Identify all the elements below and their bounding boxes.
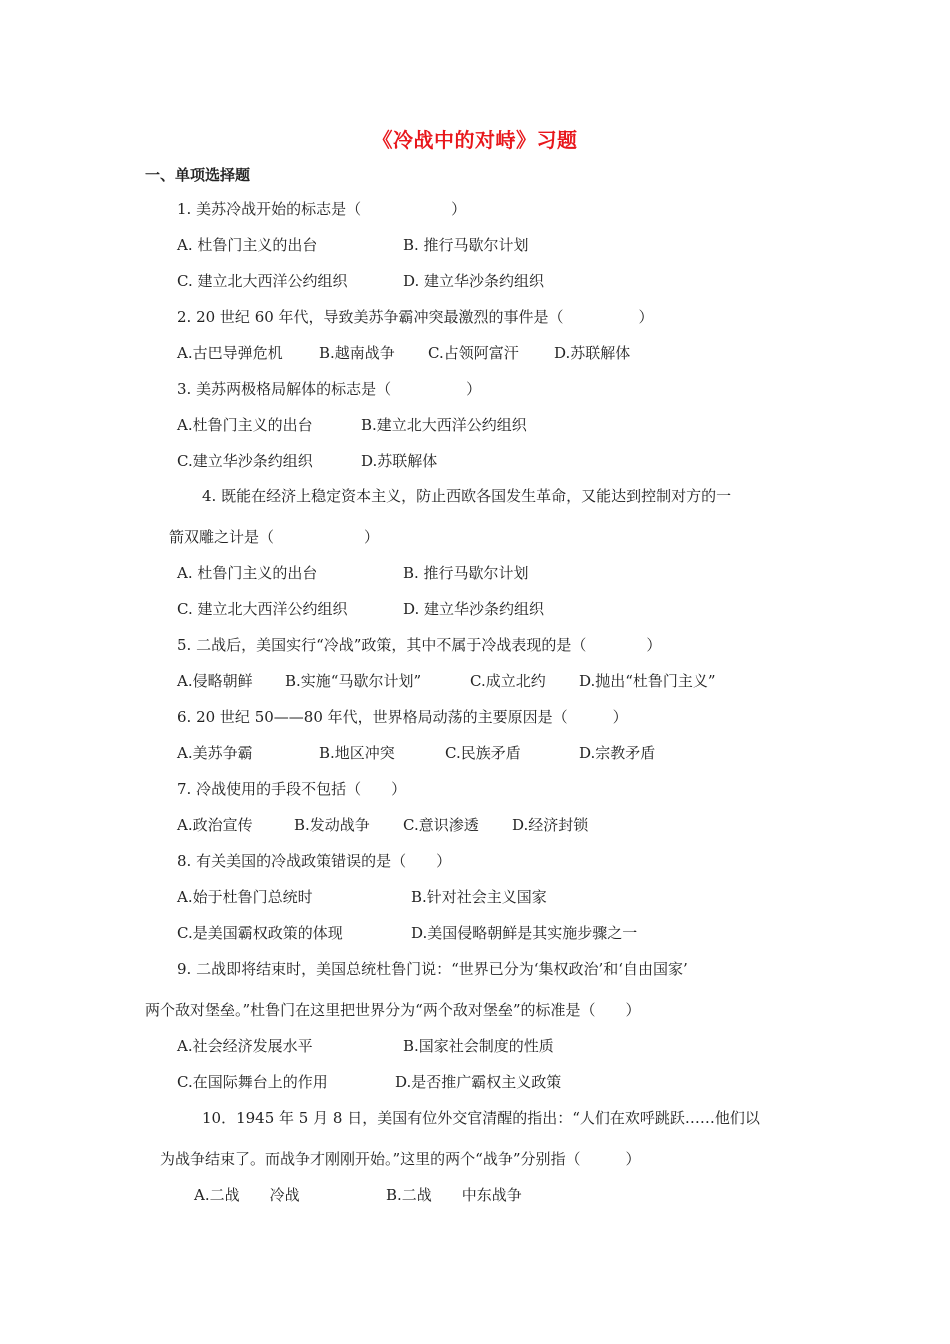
question-4-option-d: D. 建立华沙条约组织 [403, 600, 545, 618]
question-6-option-b: B.地区冲突 [319, 744, 395, 762]
question-2-option-b: B.越南战争 [319, 344, 395, 362]
question-3-option-d: D.苏联解体 [361, 452, 438, 470]
question-6-option-d: D.宗教矛盾 [579, 744, 656, 762]
question-1-option-b: B. 推行马歇尔计划 [403, 236, 529, 254]
question-7-option-a: A.政治宣传 [177, 816, 253, 834]
question-9-option-b: B.国家社会制度的性质 [403, 1037, 554, 1055]
question-9-stem-line-1: 9. 二战即将结束时，美国总统杜鲁门说：“世界已分为‘集权政治’和‘自由国家’ [177, 960, 688, 978]
question-10-option-a: A.二战 冷战 [194, 1186, 300, 1204]
question-1-stem: 1. 美苏冷战开始的标志是（ ） [177, 200, 467, 218]
question-4-option-c: C. 建立北大西洋公约组织 [177, 600, 348, 618]
question-5-option-b: B.实施“马歇尔计划” [285, 672, 422, 690]
question-3-option-a: A.杜鲁门主义的出台 [177, 416, 313, 434]
question-7-option-b: B.发动战争 [294, 816, 370, 834]
question-6-option-c: C.民族矛盾 [445, 744, 521, 762]
question-5-option-a: A.侵略朝鲜 [177, 672, 253, 690]
question-8-stem: 8. 有关美国的冷战政策错误的是（ ） [177, 852, 452, 870]
question-10-stem-line-2: 为战争结束了。而战争才刚刚开始。”这里的两个“战争”分别指（ ） [160, 1150, 641, 1168]
question-8-option-d: D.美国侵略朝鲜是其实施步骤之一 [411, 924, 638, 942]
question-3-stem: 3. 美苏两极格局解体的标志是（ ） [177, 380, 482, 398]
question-4-stem-line-1: 4. 既能在经济上稳定资本主义，防止西欧各国发生革命，又能达到控制对方的一 [202, 487, 732, 505]
question-2-option-c: C.占领阿富汗 [428, 344, 519, 362]
question-2-option-d: D.苏联解体 [554, 344, 631, 362]
question-5-option-c: C.成立北约 [470, 672, 546, 690]
question-9-option-c: C.在国际舞台上的作用 [177, 1073, 328, 1091]
question-4-stem-line-2: 箭双雕之计是（ ） [169, 528, 380, 546]
question-4-option-b: B. 推行马歇尔计划 [403, 564, 529, 582]
question-4-option-a: A. 杜鲁门主义的出台 [177, 564, 318, 582]
question-7-option-c: C.意识渗透 [403, 816, 479, 834]
question-10-stem-line-1: 10．1945 年 5 月 8 日，美国有位外交官清醒的指出：“人们在欢呼跳跃……他们以 [202, 1109, 760, 1127]
question-9-option-d: D.是否推广霸权主义政策 [395, 1073, 562, 1091]
question-7-stem: 7. 冷战使用的手段不包括（ ） [177, 780, 407, 798]
question-8-option-a: A.始于杜鲁门总统时 [177, 888, 313, 906]
question-6-option-a: A.美苏争霸 [177, 744, 253, 762]
question-3-option-c: C.建立华沙条约组织 [177, 452, 313, 470]
question-7-option-d: D.经济封锁 [512, 816, 589, 834]
question-2-stem: 2. 20 世纪 60 年代，导致美苏争霸冲突最激烈的事件是（ ） [177, 308, 654, 326]
page-title: 《冷战中的对峙》习题 [372, 128, 578, 152]
question-6-stem: 6. 20 世纪 50——80 年代，世界格局动荡的主要原因是（ ） [177, 708, 628, 726]
section-heading: 一、单项选择题 [145, 166, 251, 184]
question-10-option-b: B.二战 中东战争 [386, 1186, 522, 1204]
question-2-option-a: A.古巴导弹危机 [177, 344, 283, 362]
question-1-option-c: C. 建立北大西洋公约组织 [177, 272, 348, 290]
question-1-option-a: A. 杜鲁门主义的出台 [177, 236, 318, 254]
question-3-option-b: B.建立北大西洋公约组织 [361, 416, 527, 434]
question-5-option-d: D.抛出“杜鲁门主义” [579, 672, 716, 690]
question-9-stem-line-2: 两个敌对堡垒。”杜鲁门在这里把世界分为“两个敌对堡垒”的标准是（ ） [145, 1001, 641, 1019]
question-8-option-c: C.是美国霸权政策的体现 [177, 924, 343, 942]
question-8-option-b: B.针对社会主义国家 [411, 888, 547, 906]
question-9-option-a: A.社会经济发展水平 [177, 1037, 313, 1055]
question-5-stem: 5. 二战后，美国实行“冷战”政策，其中不属于冷战表现的是（ ） [177, 636, 662, 654]
question-1-option-d: D. 建立华沙条约组织 [403, 272, 545, 290]
